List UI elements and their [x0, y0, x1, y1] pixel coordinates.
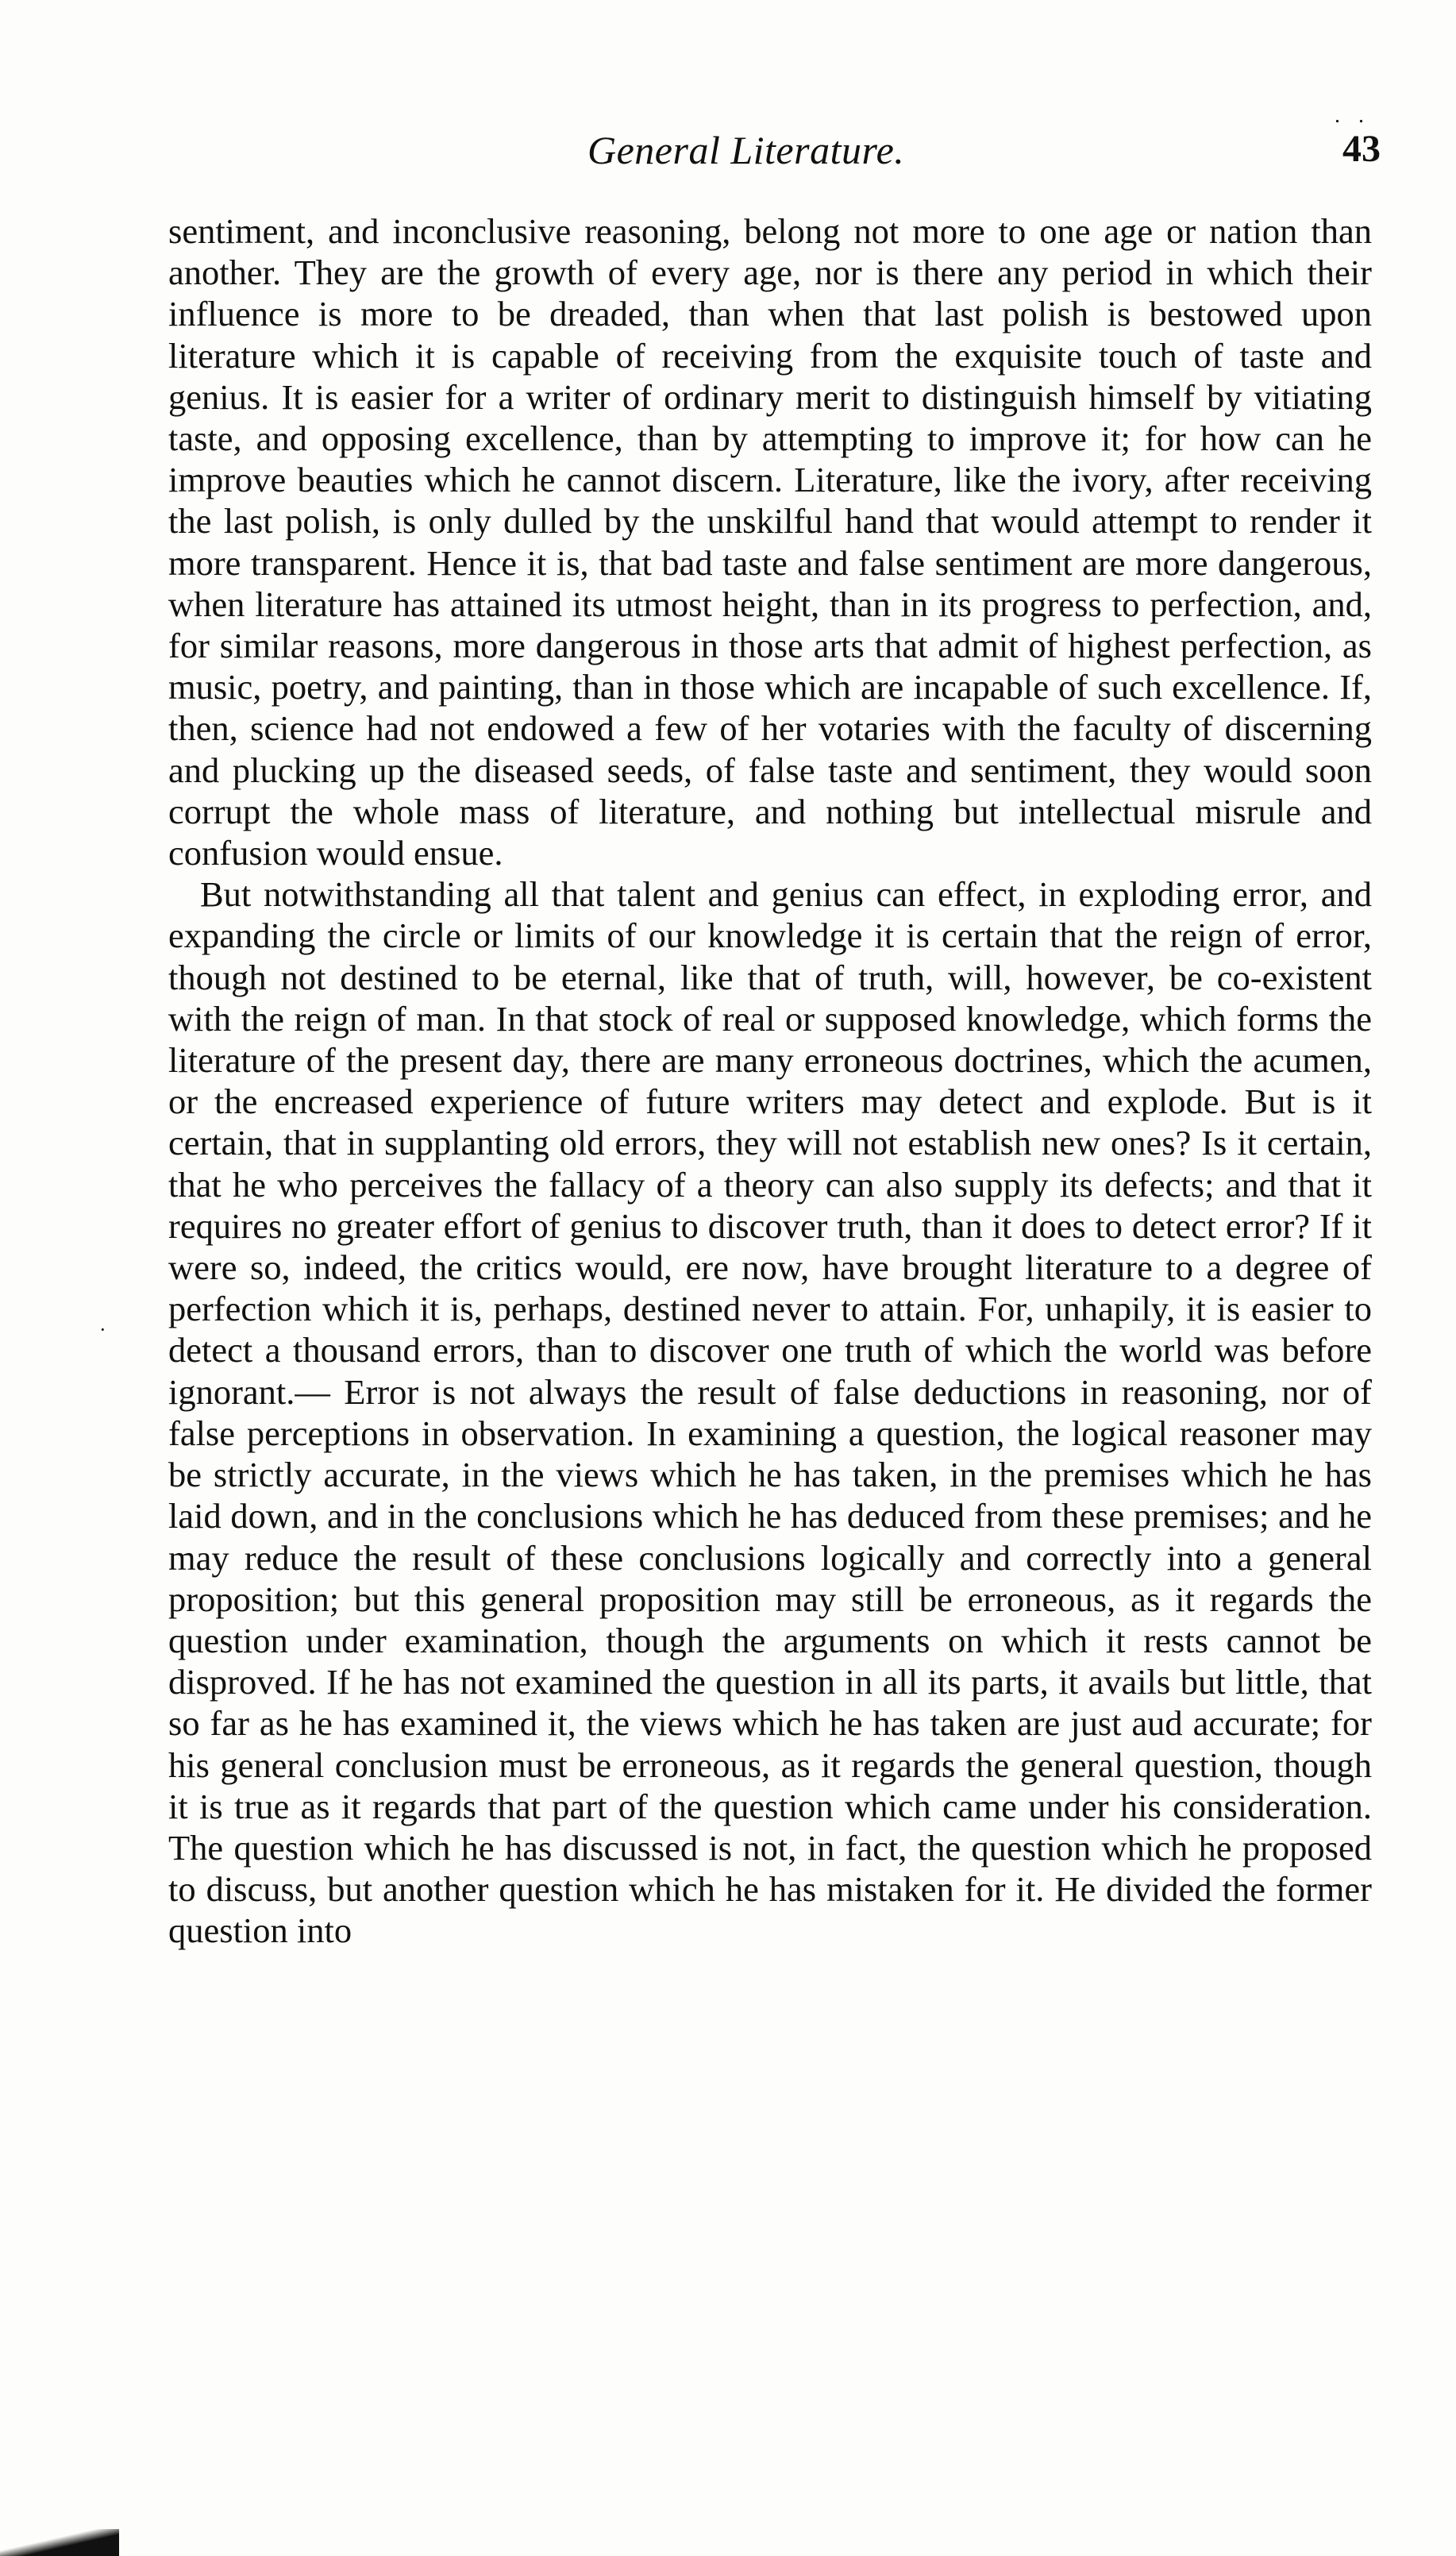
page-edge-shadow [0, 2529, 119, 2556]
running-head [0, 127, 1456, 183]
paragraph-but-notwithstanding: But notwithstanding all that talent and genius can effect, in exploding error, and expanding the circle or limits of our knowledge it is certain that the reign of error, though not destined to be eternal, like that of truth, will, however, be co-existent with the reign of man. In that stock of real or supposed knowledge, which forms the literature of the present day, there are many erroneous doctrines, which the acumen, or the encreased experience of future writers may detect and explode. But is it certain, that in supplanting old errors, they will not establish new ones? Is it certain, that he who perceives the fallacy of a theory can also supply its defects; and that it requires no greater effort of genius to discover truth, than it does to detect error? If it were so, indeed, the critics would, ere now, have brought literature to a degree of perfection which it is, perhaps, destined never to attain. For, unhapily, it is easier to detect a thousand errors, than to discover one truth of which the world was before ignorant.— Error is not always the result of false deductions in reasoning, nor of false perceptions in observation. In examining a question, the logical reasoner may be strictly accurate, in the views which he has taken, in the premises which he has laid down, and in the conclusions which he has deduced from these premises; and he may reduce the result of these conclusions logically and correctly into a general proposition; but this general proposition may still be erroneous, as it regards the question under examination, though the arguments on which it rests cannot be disproved. If he has not examined the question in all its parts, it avails but little, that so far as he has examined it, the views which he has taken are just aud accurate; for his general conclusion must be erroneous, as it regards the general question, though it is true as it regards that part of the question which came under his consideration. The question which he has discussed is not, in fact, the question which he proposed to discuss, but another question which he has mistaken for it. He divided the former question into [168, 874, 1372, 1951]
corner-mark: . . [1335, 103, 1370, 128]
body-text [168, 210, 1372, 1952]
page-number: 43 [1342, 128, 1381, 170]
margin-speck: · [99, 1318, 106, 1341]
paragraph-continued: sentiment, and inconclusive reasoning, belong not more to one age or nation than another. They are the growth of every age, nor is there any period in which their influence is more to be dreaded, than when that last polish is bestowed upon literature which it is capable of receiving from the exquisite touch of taste and genius. It is easier for a writer of ordinary merit to distinguish himself by vitiating taste, and opposing excellence, than by attempting to improve it; for how can he improve beauties which he cannot discern. Literature, like the ivory, after receiving the last polish, is only dulled by the unskilful hand that would attempt to render it more transparent. Hence it is, that bad taste and false sentiment are more dangerous, when literature has attained its utmost height, than in its progress to perfection, and, for similar reasons, more dangerous in those arts that admit of highest perfection, as music, poetry, and painting, than in those which are incapable of such excellence. If, then, science had not endowed a few of her votaries with the faculty of discerning and plucking up the diseased seeds, of false taste and sentiment, they would soon corrupt the whole mass of literature, and nothing but intellectual misrule and confusion would ensue. [168, 211, 1372, 873]
running-head-title: General Literature. [587, 128, 905, 172]
